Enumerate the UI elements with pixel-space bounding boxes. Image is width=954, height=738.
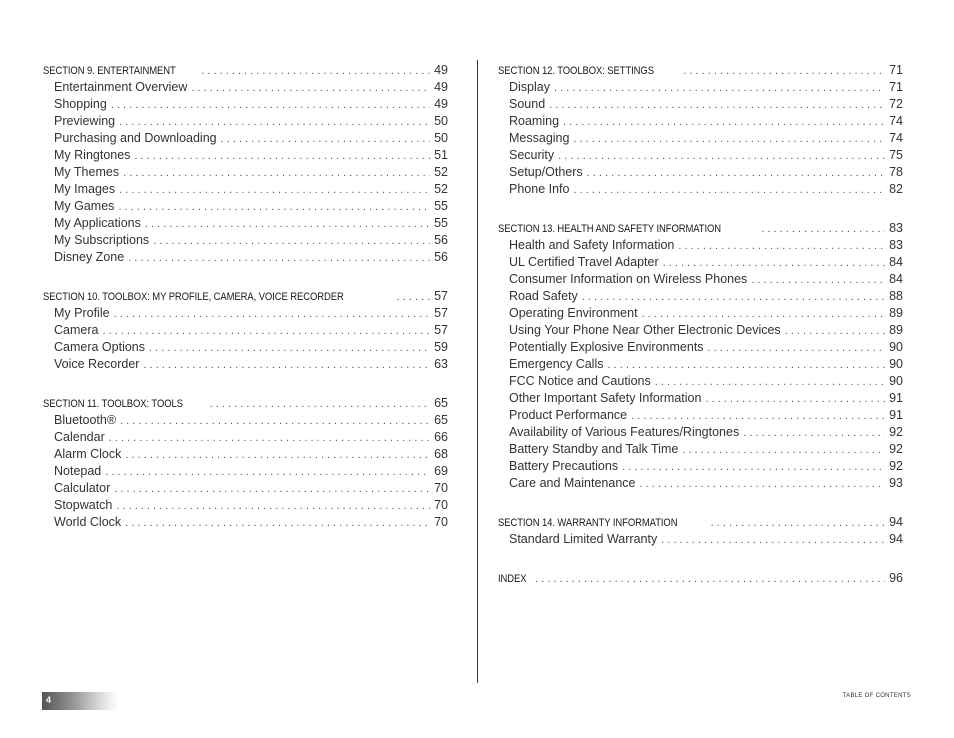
dot-leader — [119, 182, 430, 199]
dot-leader — [114, 306, 431, 323]
column-divider — [477, 60, 478, 683]
page-number-ref: 65 — [434, 413, 448, 427]
dot-leader — [120, 413, 430, 430]
page-number-ref: 90 — [889, 340, 903, 354]
entry-title: Camera Options — [54, 340, 146, 354]
toc-section-heading[interactable] — [498, 569, 903, 587]
entry-title: Calculator — [54, 481, 111, 495]
toc-entry[interactable] — [43, 181, 448, 198]
page-number-ref: 70 — [434, 515, 448, 529]
toc-section-heading[interactable] — [43, 61, 448, 79]
page-number-ref: 52 — [434, 182, 448, 196]
page-number-ref: 50 — [434, 131, 448, 145]
dot-leader — [639, 476, 885, 493]
entry-title: FCC Notice and Cautions — [509, 374, 651, 388]
dot-leader — [221, 131, 430, 148]
toc-entry[interactable] — [498, 424, 903, 441]
page-number-ref: 70 — [434, 481, 448, 495]
dot-leader — [201, 62, 430, 80]
page-number-ref: 69 — [434, 464, 448, 478]
toc-entry[interactable] — [43, 339, 448, 356]
dot-leader — [682, 442, 885, 459]
page-number-ref: 65 — [434, 396, 448, 410]
page-number-ref: 57 — [434, 306, 448, 320]
page-number-ref: 84 — [889, 255, 903, 269]
dot-leader — [128, 250, 430, 267]
toc-entry[interactable] — [498, 390, 903, 407]
entry-title: My Subscriptions — [54, 233, 150, 247]
dot-leader — [119, 114, 430, 131]
dot-leader — [153, 233, 430, 250]
page-number-ref: 66 — [434, 430, 448, 444]
page-number-ref: 90 — [889, 374, 903, 388]
toc-entry[interactable] — [498, 271, 903, 288]
dot-leader — [114, 481, 430, 498]
entry-title: My Images — [54, 182, 116, 196]
page-number-ref: 57 — [434, 323, 448, 337]
entry-title: Using Your Phone Near Other Electronic Devices — [509, 323, 781, 337]
running-title: TABLE OF CONTENTS — [842, 693, 911, 699]
dot-leader — [785, 323, 885, 340]
page-number-ref: 94 — [889, 532, 903, 546]
dot-leader — [563, 114, 885, 131]
entry-title: My Themes — [54, 165, 120, 179]
entry-title: Camera — [54, 323, 99, 337]
entry-title: World Clock — [54, 515, 122, 529]
page-number-ref: 59 — [434, 340, 448, 354]
toc-section-heading[interactable] — [498, 513, 903, 531]
toc-entry[interactable] — [43, 480, 448, 497]
toc-section-heading[interactable] — [498, 219, 903, 237]
entry-title: Messaging — [509, 131, 570, 145]
entry-title: Availability of Various Features/Ringtones — [509, 425, 740, 439]
entry-title: Roaming — [509, 114, 560, 128]
page-number-ref: 96 — [889, 571, 903, 585]
dot-leader — [191, 80, 430, 97]
toc-section — [498, 219, 903, 492]
page-number-ref: 68 — [434, 447, 448, 461]
page-number-ref: 91 — [889, 408, 903, 422]
dot-leader — [711, 514, 885, 532]
page-number-ref: 49 — [434, 63, 448, 77]
page-number-ref: 63 — [434, 357, 448, 371]
section-title: INDEX — [498, 573, 527, 585]
toc-entry[interactable] — [498, 475, 903, 492]
entry-title: Phone Info — [509, 182, 570, 196]
section-title: SECTION 11. TOOLBOX: TOOLS — [43, 398, 183, 410]
dot-leader — [118, 199, 430, 216]
toc-entry[interactable] — [43, 412, 448, 429]
page-number-ref: 91 — [889, 391, 903, 405]
dot-leader — [661, 532, 885, 549]
dot-leader — [683, 62, 885, 80]
page-number-ref: 55 — [434, 216, 448, 230]
toc-section-heading[interactable] — [498, 61, 903, 79]
entry-title: Consumer Information on Wireless Phones — [509, 272, 748, 286]
toc-entry[interactable] — [43, 79, 448, 96]
toc-entry[interactable] — [43, 147, 448, 164]
toc-entry[interactable] — [43, 497, 448, 514]
entry-title: Purchasing and Downloading — [54, 131, 217, 145]
toc-right-column — [498, 61, 903, 587]
entry-title: Disney Zone — [54, 250, 125, 264]
page-number-ref: 90 — [889, 357, 903, 371]
toc-entry[interactable] — [43, 113, 448, 130]
dot-leader — [622, 459, 885, 476]
entry-title: Alarm Clock — [54, 447, 122, 461]
entry-title: Health and Safety Information — [509, 238, 675, 252]
page-number-ref: 93 — [889, 476, 903, 490]
toc-entry[interactable] — [498, 322, 903, 339]
dot-leader — [143, 357, 430, 374]
entry-title: Stopwatch — [54, 498, 113, 512]
toc-entry[interactable] — [498, 113, 903, 130]
toc-section — [498, 513, 903, 548]
toc-entry[interactable] — [43, 232, 448, 249]
toc-entry[interactable] — [498, 254, 903, 271]
entry-title: Security — [509, 148, 555, 162]
dot-leader — [123, 165, 430, 182]
toc-section — [43, 394, 448, 531]
section-gap — [498, 548, 903, 569]
dot-leader — [705, 391, 885, 408]
entry-title: Sound — [509, 97, 546, 111]
toc-entry[interactable] — [43, 514, 448, 531]
entry-title: Standard Limited Warranty — [509, 532, 658, 546]
section-title: SECTION 10. TOOLBOX: MY PROFILE, CAMERA, VOICE RECORDER — [43, 291, 344, 303]
toc-entry[interactable] — [498, 339, 903, 356]
entry-title: Battery Standby and Talk Time — [509, 442, 679, 456]
section-gap — [43, 373, 448, 394]
entry-title: Product Performance — [509, 408, 628, 422]
toc-entry[interactable] — [43, 215, 448, 232]
dot-leader — [631, 408, 885, 425]
page-number-ref: 56 — [434, 233, 448, 247]
toc-entry[interactable] — [43, 429, 448, 446]
dot-leader — [134, 148, 430, 165]
entry-title: Calendar — [54, 430, 105, 444]
section-gap — [498, 492, 903, 513]
page-number-ref: 55 — [434, 199, 448, 213]
dot-leader — [708, 340, 886, 357]
section-title: SECTION 13. HEALTH AND SAFETY INFORMATION — [498, 223, 722, 235]
entry-title: My Profile — [54, 306, 110, 320]
page-number-ref: 92 — [889, 425, 903, 439]
dot-leader — [554, 80, 885, 97]
dot-leader — [743, 425, 885, 442]
page-number-ref: 84 — [889, 272, 903, 286]
toc-entry[interactable] — [498, 181, 903, 198]
page-number-ref: 94 — [889, 515, 903, 529]
toc-entry[interactable] — [498, 458, 903, 475]
toc-section — [43, 61, 448, 266]
page-number-ref: 71 — [889, 80, 903, 94]
section-gap — [43, 266, 448, 287]
page-number-ref: 51 — [434, 148, 448, 162]
toc-entry[interactable] — [498, 288, 903, 305]
entry-title: Shopping — [54, 97, 107, 111]
toc-section — [498, 569, 903, 587]
dot-leader — [573, 131, 885, 148]
page-number-ref: 74 — [889, 131, 903, 145]
page-number-ref: 70 — [434, 498, 448, 512]
entry-title: Road Safety — [509, 289, 578, 303]
entry-title: My Applications — [54, 216, 141, 230]
entry-title: Operating Environment — [509, 306, 638, 320]
section-title: SECTION 12. TOOLBOX: SETTINGS — [498, 65, 654, 77]
page-number-ref: 78 — [889, 165, 903, 179]
page-number-ref: 72 — [889, 97, 903, 111]
toc-entry[interactable] — [498, 237, 903, 254]
page-number-tab — [42, 692, 118, 710]
toc-entry[interactable] — [498, 79, 903, 96]
toc-entry[interactable] — [498, 356, 903, 373]
page-number: 4 — [46, 695, 52, 705]
section-title: SECTION 9. ENTERTAINMENT — [43, 65, 176, 77]
dot-leader — [210, 395, 430, 413]
entry-title: My Ringtones — [54, 148, 131, 162]
page-number-ref: 83 — [889, 238, 903, 252]
dot-leader — [116, 498, 430, 515]
toc-section — [498, 61, 903, 198]
page-number-ref: 92 — [889, 442, 903, 456]
dot-leader — [397, 288, 430, 306]
dot-leader — [642, 306, 886, 323]
page-number-ref: 52 — [434, 165, 448, 179]
toc-entry[interactable] — [498, 96, 903, 113]
dot-leader — [663, 255, 885, 272]
dot-leader — [549, 97, 885, 114]
dot-leader — [125, 447, 430, 464]
dot-leader — [751, 272, 885, 289]
page-number-ref: 89 — [889, 323, 903, 337]
entry-title: Other Important Safety Information — [509, 391, 702, 405]
page-number-ref: 82 — [889, 182, 903, 196]
entry-title: UL Certified Travel Adapter — [509, 255, 659, 269]
toc-section-heading[interactable] — [43, 394, 448, 412]
dot-leader — [125, 515, 430, 532]
page-number-ref: 75 — [889, 148, 903, 162]
toc-entry[interactable] — [43, 356, 448, 373]
dot-leader — [761, 220, 885, 238]
dot-leader — [145, 216, 430, 233]
section-title: SECTION 14. WARRANTY INFORMATION — [498, 517, 678, 529]
toc-entry[interactable] — [43, 249, 448, 266]
toc-section-heading[interactable] — [43, 287, 448, 305]
toc-entry[interactable] — [43, 446, 448, 463]
dot-leader — [109, 430, 430, 447]
toc-section — [43, 287, 448, 373]
toc-entry[interactable] — [43, 164, 448, 181]
toc-entry[interactable] — [498, 147, 903, 164]
page-number-ref: 50 — [434, 114, 448, 128]
entry-title: Entertainment Overview — [54, 80, 188, 94]
toc-entry[interactable] — [43, 130, 448, 147]
toc-entry[interactable] — [498, 373, 903, 390]
page-number-ref: 92 — [889, 459, 903, 473]
dot-leader — [558, 148, 885, 165]
entry-title: Voice Recorder — [54, 357, 140, 371]
page-number-ref: 56 — [434, 250, 448, 264]
toc-entry[interactable] — [498, 305, 903, 322]
dot-leader — [655, 374, 885, 391]
entry-title: Bluetooth® — [54, 413, 117, 427]
toc-entry[interactable] — [43, 463, 448, 480]
dot-leader — [587, 165, 885, 182]
page-number-ref: 74 — [889, 114, 903, 128]
dot-leader — [149, 340, 430, 357]
toc-entry[interactable] — [43, 322, 448, 339]
dot-leader — [582, 289, 885, 306]
page-number-ref: 49 — [434, 80, 448, 94]
entry-title: Emergency Calls — [509, 357, 604, 371]
dot-leader — [678, 238, 885, 255]
entry-title: Care and Maintenance — [509, 476, 636, 490]
section-gap — [498, 198, 903, 219]
entry-title: Notepad — [54, 464, 102, 478]
toc-entry[interactable] — [498, 407, 903, 424]
page-number-ref: 57 — [434, 289, 448, 303]
page-number-ref: 71 — [889, 63, 903, 77]
entry-title: Display — [509, 80, 550, 94]
toc-entry[interactable] — [498, 130, 903, 147]
dot-leader — [111, 97, 430, 114]
page-number-ref: 83 — [889, 221, 903, 235]
toc-left-column — [43, 61, 448, 531]
toc-entry[interactable] — [498, 164, 903, 181]
toc-entry[interactable] — [43, 96, 448, 113]
entry-title: Battery Precautions — [509, 459, 619, 473]
dot-leader — [573, 182, 885, 199]
toc-entry[interactable] — [498, 531, 903, 548]
page-number-ref: 88 — [889, 289, 903, 303]
page-number-ref: 89 — [889, 306, 903, 320]
dot-leader — [535, 570, 885, 588]
entry-title: My Games — [54, 199, 115, 213]
page-number-ref: 49 — [434, 97, 448, 111]
toc-entry[interactable] — [498, 441, 903, 458]
toc-entry[interactable] — [43, 198, 448, 215]
entry-title: Potentially Explosive Environments — [509, 340, 704, 354]
dot-leader — [105, 464, 430, 481]
dot-leader — [607, 357, 885, 374]
dot-leader — [102, 323, 430, 340]
entry-title: Setup/Others — [509, 165, 583, 179]
toc-entry[interactable] — [43, 305, 448, 322]
entry-title: Previewing — [54, 114, 116, 128]
